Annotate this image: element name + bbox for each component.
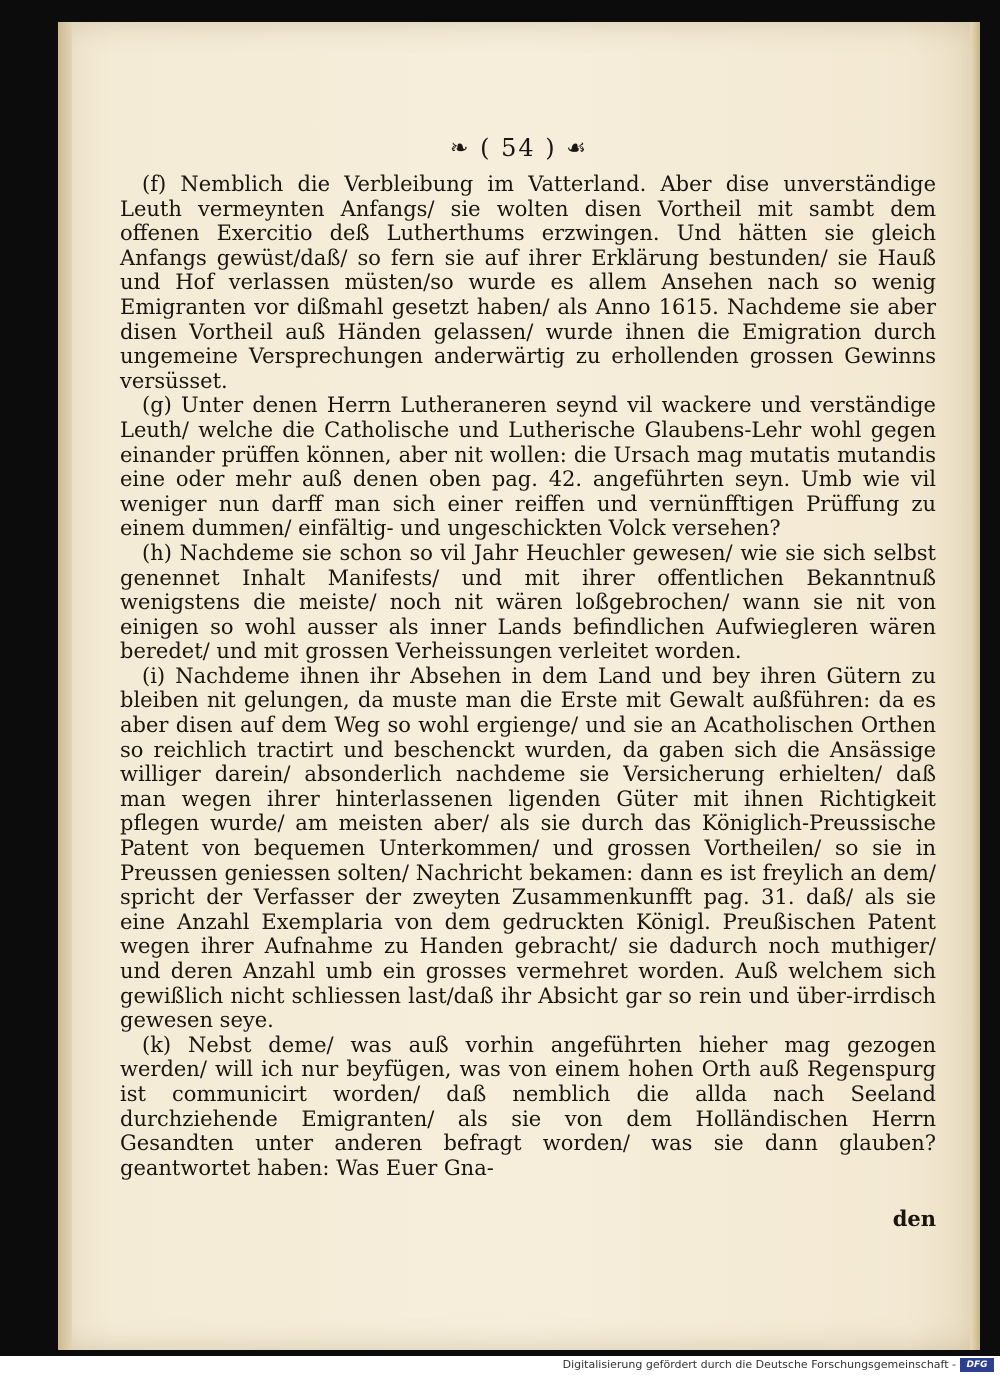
footer-credit: Digitalisierung gefördert durch die Deutsche Forschungsgemeinschaft - — [562, 1358, 956, 1371]
page-edge — [970, 22, 980, 1350]
paragraph-g: (g) Unter denen Herrn Lutheraneren seynd vil wackere und verständige Leuth/ welche die Catholische und Lutherische Glaubens-Lehr wohl gegen einander prüffen können, aber nit wollen: die Ursach mag mutatis mutandis eine oder mehr auß denen oben pag. 42. angeführten seyn. Umb wie vil weniger nun darff man sich einer reiffen und vernünfftigen Prüffung zu einem dummen/ einfältig- und ungeschickten Volck versehen? — [120, 393, 936, 541]
page-header — [58, 134, 980, 162]
catchword: den — [892, 1206, 936, 1231]
page-number: ( 54 ) — [480, 134, 557, 162]
page-gutter — [58, 22, 72, 1350]
body-text — [120, 172, 936, 1180]
footer-bar — [0, 1356, 1000, 1375]
ornament-left-icon: ❧ — [450, 136, 471, 161]
paragraph-k: (k) Nebst deme/ was auß vorhin angeführten hieher mag gezogen werden/ will ich nur beyfügen, was von einem hohen Orth auß Regenspurg ist communicirt worden/ daß nemblich die allda nach Seeland durchziehende Emigranten/ als sie von dem Holländischen Herrn Gesandten unter anderen befragt worden/ was sie dann glauben? geantwortet haben: Was Euer Gna- — [120, 1032, 936, 1180]
ornament-right-icon: ☙ — [566, 136, 588, 161]
paragraph-h: (h) Nachdeme sie schon so vil Jahr Heuchler gewesen/ wie sie sich selbst genennet Inhalt Manifests/ und mit ihrer offentlichen Bekanntnuß wenigstens die meiste/ noch nit wären loßgebrochen/ wann sie nit von einigen so wohl ausser als inner Lands befindlichen Aufwiegleren wären beredet/ und mit grossen Verheissungen verleitet worden. — [120, 540, 936, 664]
dfg-logo: DFG — [960, 1358, 994, 1372]
paragraph-f: (f) Nemblich die Verbleibung im Vatterland. Aber dise unverständige Leuth vermeynten Anfangs/ sie wolten disen Vortheil mit sambt dem offenen Exercitio deß Lutherthums erzwingen. Und hätten sie gleich Anfangs gewüst/daß/ so fern sie auf ihrer Erklärung bestunden/ sie Hauß und Hof verlassen müsten/so wurde es allem Ansehen nach so wenig Emigranten vor dißmahl gesetzt haben/ als Anno 1615. Nachdeme sie aber disen Vortheil auß Händen gelassen/ wurde ihnen die Emigration durch ungemeine Versprechungen anderwärtig zu erhollenden grossen Gewinns versüsset. — [120, 172, 936, 393]
paragraph-i: (i) Nachdeme ihnen ihr Absehen in dem Land und bey ihren Gütern zu bleiben nit gelungen, da muste man die Erste mit Gewalt außführen: da es aber disen auf dem Weg so wohl ergienge/ und sie an Acatholischen Orthen so reichlich tractirt und beschenckt wurden, da gaben sich die Ansässige williger darein/ absonderlich nachdeme sie Versicherung erhielten/ daß man wegen ihrer hinterlassenen ligenden Güter mit ihnen Richtigkeit pflegen wurde/ am meisten aber/ als sie durch das Königlich-Preussische Patent von bequemen Unterkommen/ und grossen Vortheilen/ so sie in Preussen geniessen solten/ Nachricht bekamen: dann es ist freylich an dem/ spricht der Verfasser der zweyten Zusammenkunfft pag. 31. daß/ als sie eine Anzahl Exemplaria von dem gedruckten Königl. Preußischen Patent wegen ihrer Aufnahme zu Handen gebracht/ sie dadurch noch muthiger/ und deren Anzahl umb ein grosses vermehret worden. Auß welchem sich gewißlich nicht schliessen last/daß ihr Absicht gar so rein und über-irrdisch gewesen seye. — [120, 663, 936, 1033]
